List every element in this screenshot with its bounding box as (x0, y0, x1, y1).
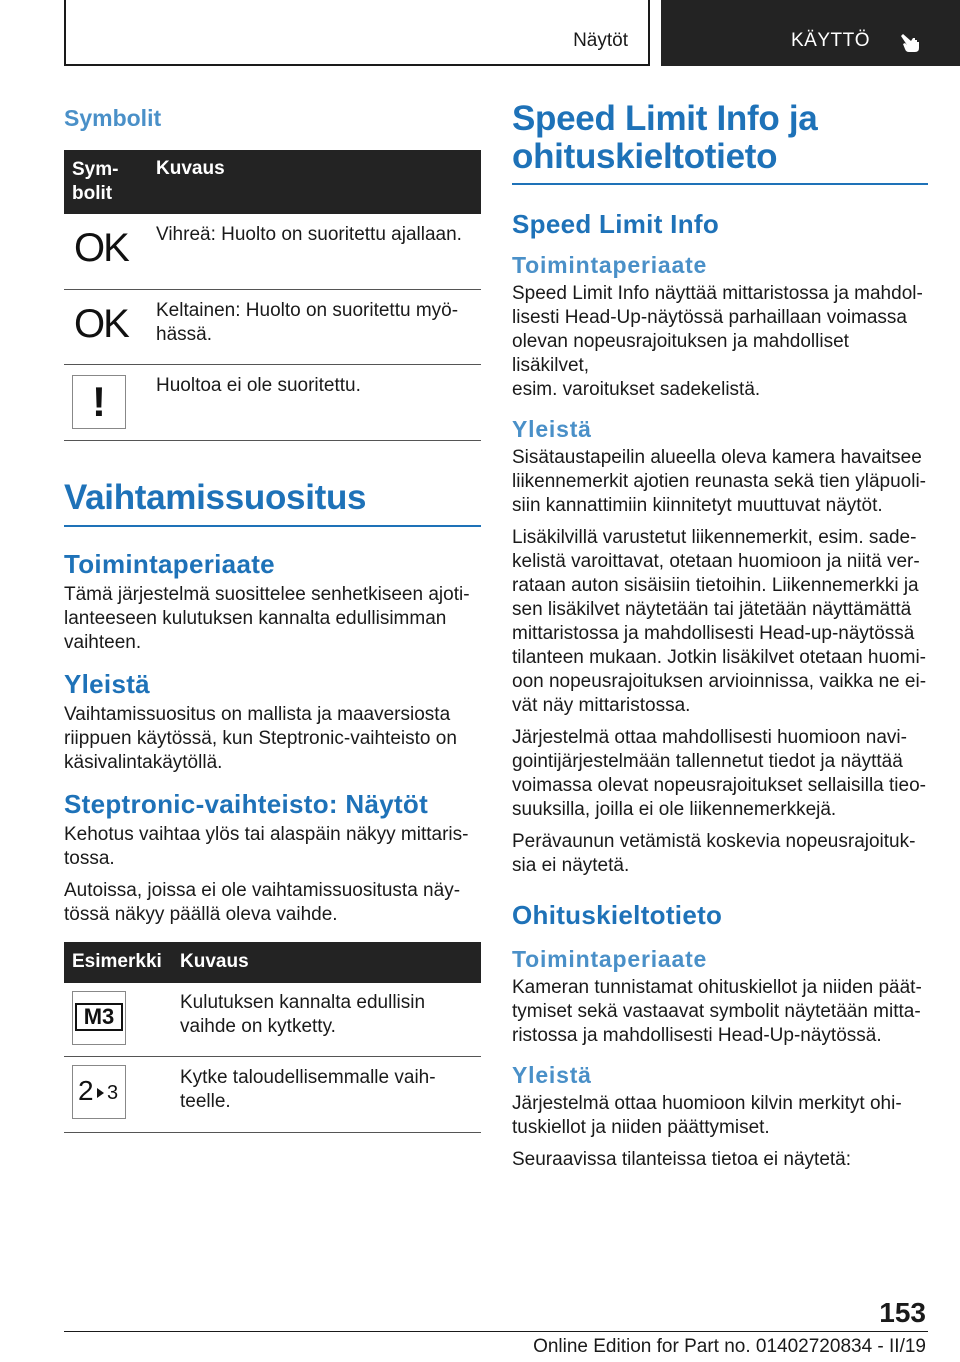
footer-divider (64, 1331, 928, 1332)
symbols-heading: Symbolit (64, 105, 162, 131)
page-number: 153 (879, 1297, 926, 1328)
overtaking-general-text-1: Järjestelmä ottaa huomioon kilvin merkityt ohi- tuskiellot ja niiden päättymiset. (512, 1093, 902, 1138)
table-row (64, 214, 481, 289)
col-symbol-header: Sym- bolit (64, 150, 146, 214)
shift-principle-text: Tämä järjestelmä suosittelee senhetkiseen ajoti- lanteeseen kulutuksen kannalta edullisimman vaihteen. (64, 583, 470, 653)
sli-general-text-4: Perävaunun vetämistä koskevia nopeusrajoituk- sia ei näytetä. (512, 831, 916, 876)
sli-principle-text: Speed Limit Info näyttää mittaristossa ja mahdol- lisesti Head-Up-näytössä parhaillaan voimassa olevan nopeusrajoituksen ja mahdolliset lisäkilvet, esim. varoitukset sadekelistä. (512, 283, 923, 400)
header-chapter-title: KÄYTTÖ (791, 30, 871, 51)
ok-green-icon: OK (74, 226, 128, 270)
right-column (512, 100, 928, 1172)
ok-yellow-icon: OK (74, 301, 128, 346)
col-example-header: Esimerkki (64, 942, 172, 983)
table-row (64, 289, 481, 364)
gear-example-table (64, 942, 481, 1134)
gear-upshift-icon: 2 3 (72, 1065, 126, 1119)
shift-general-text: Vaihtamissuositus on mallista ja maaversiosta riippuen käytössä, kun Steptronic-vaihteisto on käsivalintakäytöllä. (64, 703, 457, 773)
table-row (64, 1057, 481, 1133)
overtaking-principle-text: Kameran tunnistamat ohituskiellot ja niiden päät- tymiset sekä vastaavat symbolit näytetään mitta- ristossa ja mahdollisesti Head-Up-näytössä. (512, 977, 922, 1046)
overtaking-principle-heading: Toimintaperiaate (512, 946, 708, 972)
header-chapter-tab (661, 0, 960, 66)
shift-general-heading: Yleistä (64, 668, 150, 699)
symbols-table-header (64, 150, 481, 214)
sli-general-text-1: Sisätaustapeilin alueella oleva kamera havaitsee liikennemerkit ajotien reunasta sekä tien yläpuoli- siin kannattimiin kiinnitetyt muuttuvat näytöt. (512, 447, 927, 516)
left-column (64, 100, 481, 1133)
example-desc: Kytke taloudellisemmalle vaih- teelle. (172, 1057, 481, 1133)
symbol-desc: Huoltoa ei ole suoritettu. (146, 364, 481, 440)
warning-exclamation-icon: ! (72, 375, 126, 429)
table-row (64, 983, 481, 1057)
sli-heading: Speed Limit Info (512, 209, 720, 239)
pointing-hand-icon (897, 28, 923, 54)
col-desc-header: Kuvaus (172, 942, 481, 983)
table-row (64, 364, 481, 440)
sli-general-text-2: Lisäkilvillä varustetut liikennemerkit, esim. sade- kelistä varoittavat, otetaan huomioon ja niitä ver- rataan auton sisäisiin tietoihin. Liikennemerkki ja sen lisäkilvet näytetään tai jätetään näyttämättä mittaristossa ja mahdollisesti Head-up-näytössä tilanteen mukaan. Jotkin lisäkilvet otetaan huomi- oon nopeusrajoituksen arvioinnissa, vaikka ne ei- vät näy mittaristossa. (512, 527, 927, 716)
steptronic-text-2: Autoissa, joissa ei ole vaihtamissuositusta näy- tössä näkyy päällä oleva vaihde. (64, 879, 461, 925)
overtaking-general-heading: Yleistä (512, 1062, 592, 1088)
col-desc-header: Kuvaus (146, 150, 481, 214)
header-section-title: Näytöt (573, 30, 628, 51)
steptronic-text-1: Kehotus vaihtaa ylös tai alaspäin näkyy mittaris- tossa. (64, 823, 469, 869)
shift-title: Vaihtamissuositus (64, 479, 481, 527)
arrow-right-icon (97, 1088, 104, 1098)
gear-table-header (64, 942, 481, 983)
steptronic-heading: Steptronic-vaihteisto: Näytöt (64, 788, 429, 819)
example-desc: Kulutuksen kannalta edullisin vaihde on kytketty. (172, 983, 481, 1057)
overtaking-general-text-2: Seuraavissa tilanteissa tietoa ei näytetä: (512, 1149, 852, 1170)
sli-general-heading: Yleistä (512, 416, 592, 442)
edition-note: Online Edition for Part no. 01402720834 - II/19 (533, 1336, 926, 1357)
sli-general-text-3: Järjestelmä ottaa mahdollisesti huomioon navi- gointijärjestelmään tallennetut tiedot ja näyttää voimassa olevat nopeusrajoitukset sellaisilla tieo- suuksilla, joilla ei ole liikennemerkkejä. (512, 727, 926, 820)
overtaking-heading: Ohituskieltotieto (512, 900, 723, 930)
symbol-desc: Keltainen: Huolto on suoritettu myö- hässä. (146, 289, 481, 364)
sli-principle-heading: Toimintaperiaate (512, 252, 708, 278)
shift-principle-heading: Toimintaperiaate (64, 548, 275, 579)
gear-m3-icon: M3 (72, 991, 126, 1045)
symbol-desc: Vihreä: Huolto on suoritettu ajallaan. (146, 214, 481, 289)
header-section-tab (64, 0, 650, 66)
speed-limit-title: Speed Limit Info ja ohituskieltotieto (512, 100, 928, 185)
symbols-table (64, 150, 481, 441)
